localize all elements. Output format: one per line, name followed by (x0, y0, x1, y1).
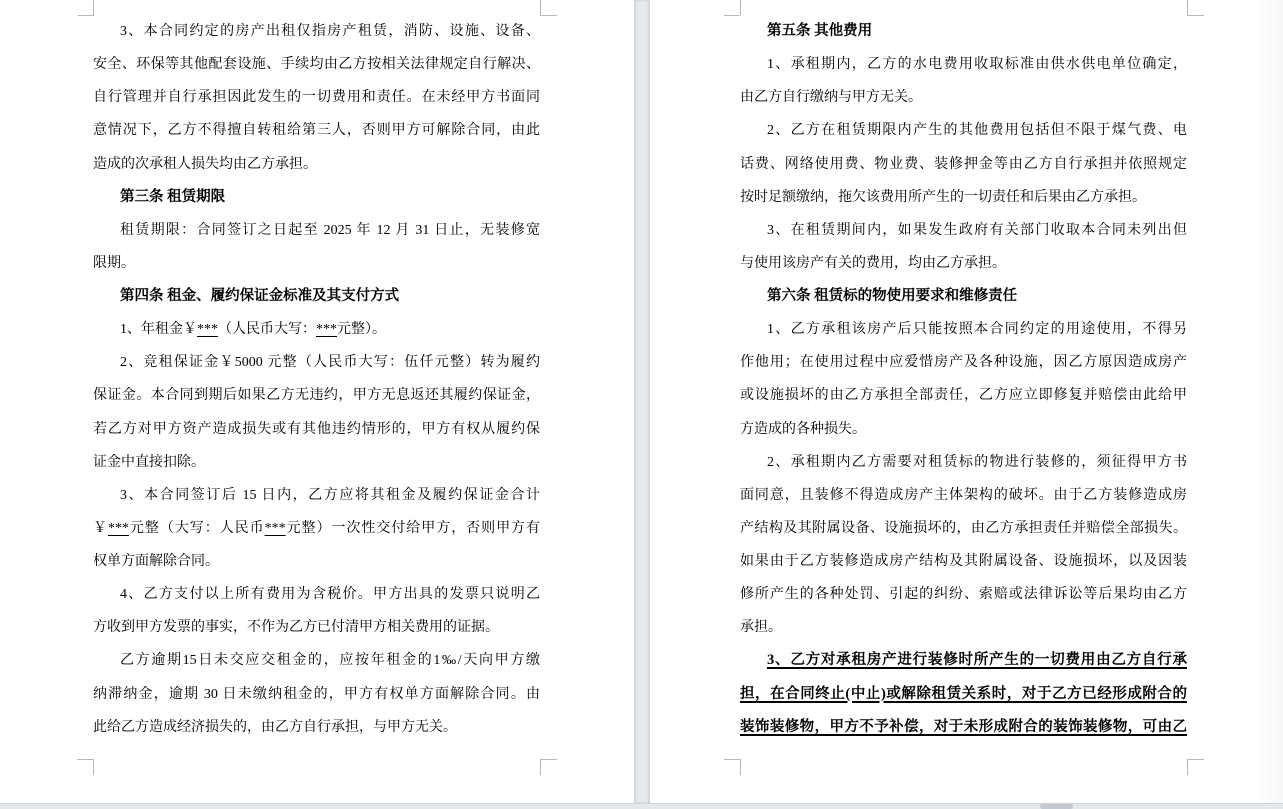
text-run: 方收到甲方发票的事实，不作为乙方已付清甲方相关费用的证据。 (93, 620, 499, 636)
text-run: 产结构及其附属设备、设施损坏的，由乙方承担责任并赔偿全部损失。 (740, 520, 1187, 536)
crop-mark-bottom-right-v (1187, 759, 1188, 775)
text-run: 话费、网络使用费、物业费、装修押金等由乙方自行承担并依照规定 (740, 156, 1187, 172)
text-run: 3、本合同约定的房产出租仅指房产租赁，消防、设施、设备、 (120, 24, 540, 39)
text-run: 第六条 租赁标的物使用要求和维修责任 (767, 288, 1018, 304)
text-line[interactable] (93, 346, 540, 379)
text-run: 由乙方自行缴纳与甲方无关。 (740, 90, 922, 106)
underlined-text: *** (316, 322, 337, 338)
text-line[interactable] (93, 578, 540, 611)
text-run: 修所产生的各种处罚、引起的纠纷、索赔或法律诉讼等后果均由乙方 (740, 587, 1187, 603)
text-line[interactable] (740, 181, 1187, 214)
crop-mark-top-right-v (540, 0, 541, 15)
text-line[interactable] (740, 479, 1187, 512)
text-line[interactable] (93, 247, 540, 280)
crop-mark-bottom-left-v (740, 759, 741, 775)
heading-line[interactable] (93, 280, 540, 313)
text-line[interactable] (93, 379, 540, 412)
text-run: 1、乙方承租该房产后只能按照本合同约定的用途使用，不得另 (767, 322, 1187, 338)
text-line[interactable] (740, 678, 1187, 711)
text-run: 证金中直接扣除。 (93, 454, 205, 470)
text-line[interactable] (740, 313, 1187, 346)
text-line[interactable] (740, 214, 1187, 247)
page-right[interactable] (650, 0, 1283, 803)
text-run: 1、承租期内，乙方的水电费用收取标准由供水供电单位确定， (767, 57, 1187, 73)
text-line[interactable] (740, 578, 1187, 611)
text-line[interactable] (740, 114, 1187, 147)
crop-mark-top-right-v (1187, 0, 1188, 15)
text-line[interactable] (740, 379, 1187, 412)
text-line[interactable] (740, 512, 1187, 545)
text-run: 第五条 其他费用 (767, 23, 873, 39)
text-run: 元整）。 (337, 322, 386, 338)
page-right-text-area[interactable] (740, 15, 1187, 744)
text-line[interactable] (740, 611, 1187, 644)
text-run: 承担。 (740, 620, 782, 636)
text-line[interactable] (93, 678, 540, 711)
text-run: 2、承租期内乙方需要对租赁标的物进行装修的，须征得甲方书 (767, 454, 1187, 470)
page-left[interactable] (0, 0, 634, 803)
page-left-text-area[interactable] (93, 15, 540, 744)
text-run: 租赁期限：合同签订之日起至 2025 年 12 月 31 日止，无装修宽 (120, 222, 540, 238)
text-line[interactable] (93, 214, 540, 247)
text-run: 安全、环保等其他配套设施、手续均由乙方按相关法律规定自行解决、 (93, 57, 540, 73)
text-line[interactable] (93, 413, 540, 446)
crop-mark-bottom-left-h (724, 759, 741, 760)
underlined-text: 担，在合同终止(中止)或解除租赁关系时，对于乙方已经形成附合的 (740, 685, 1187, 702)
text-run: 作他用；在使用过程中应爱惜房产及各种设施，因乙方原因造成房产 (740, 355, 1187, 371)
text-run: 权单方面解除合同。 (93, 554, 219, 569)
heading-line[interactable] (740, 15, 1187, 48)
text-run: 方造成的各种损失。 (740, 421, 866, 437)
text-line[interactable] (740, 48, 1187, 81)
text-run: 与使用该房产有关的费用，均由乙方承担。 (740, 255, 1006, 271)
crop-mark-top-left-v (93, 0, 94, 15)
text-line[interactable] (93, 545, 540, 578)
horizontal-scrollbar-track[interactable] (0, 803, 1283, 809)
text-line[interactable] (93, 711, 540, 744)
text-run: 按时足额缴纳，拖欠该费用所产生的一切责任和后果由乙方承担。 (740, 189, 1146, 205)
crop-mark-bottom-right-h (540, 759, 557, 760)
text-run: 此给乙方造成经济损失的，由乙方自行承担，与甲方无关。 (93, 719, 457, 735)
text-line[interactable] (93, 313, 540, 346)
heading-line[interactable] (93, 181, 540, 214)
text-run: 4、乙方支付以上所有费用为含税价。甲方出具的发票只说明乙 (120, 587, 540, 603)
text-run: 第三条 租赁期限 (120, 188, 226, 205)
text-run: 纳滞纳金，逾期 30 日未缴纳租金的，甲方有权单方面解除合同。由 (93, 686, 540, 702)
text-run: ￥ (93, 520, 108, 536)
text-line[interactable] (93, 644, 540, 677)
text-line[interactable] (93, 48, 540, 81)
text-run: 乙方逾期15日未交应交租金的，应按年租金的1‰/天向甲方缴 (120, 653, 540, 669)
text-run: 2、竞租保证金￥5000 元整（人民币大写：伍仟元整）转为履约 (120, 355, 540, 371)
text-line[interactable] (740, 545, 1187, 578)
crop-mark-top-right-h (1187, 15, 1204, 16)
page-gap (634, 0, 650, 803)
text-run: 限期。 (93, 255, 135, 271)
horizontal-scrollbar-thumb[interactable] (1040, 804, 1073, 809)
text-line[interactable] (93, 81, 540, 114)
text-line[interactable] (740, 644, 1187, 677)
text-run: 造成的次承租人损失均由乙方承担。 (93, 156, 317, 172)
underlined-text: *** (197, 322, 218, 338)
text-line[interactable] (740, 346, 1187, 379)
crop-mark-bottom-left-v (93, 759, 94, 775)
underlined-text: *** (107, 520, 129, 536)
text-line[interactable] (93, 479, 540, 512)
text-run: 2、乙方在租赁期限内产生的其他费用包括但不限于煤气费、电 (767, 123, 1187, 139)
text-run: 3、在租赁期间内，如果发生政府有关部门收取本合同未列出但 (767, 222, 1187, 238)
text-run: 如果由于乙方装修造成房产结构及其附属设备、设施损坏，以及因装 (740, 554, 1187, 569)
text-run: 3、本合同签订后 15 日内，乙方应将其租金及履约保证金合计 (120, 487, 540, 503)
text-run: （人民币大写： (218, 322, 316, 338)
crop-mark-bottom-right-v (540, 759, 541, 775)
crop-mark-bottom-right-h (1187, 759, 1204, 760)
text-line[interactable] (93, 114, 540, 147)
text-line[interactable] (93, 512, 540, 545)
crop-mark-top-left-h (78, 15, 94, 16)
text-run: 元整（大写：人民币 (128, 520, 265, 536)
text-run: 保证金。本合同到期后如果乙方无违约，甲方无息返还其履约保证金， (93, 388, 540, 404)
text-line[interactable] (740, 247, 1187, 280)
text-line[interactable] (740, 81, 1187, 114)
text-run: 1、年租金￥ (120, 322, 197, 338)
text-run: 或设施损坏的由乙方承担全部责任，乙方应立即修复并赔偿由此给甲 (740, 388, 1187, 404)
underlined-text: *** (264, 520, 286, 536)
text-line[interactable] (740, 413, 1187, 446)
text-run: 意情况下，乙方不得擅自转租给第三人，否则甲方可解除合同，由此 (93, 123, 540, 139)
text-line[interactable] (740, 148, 1187, 181)
heading-line[interactable] (740, 280, 1187, 313)
text-run: 面同意，且装修不得造成房产主体架构的破坏。由于乙方装修造成房 (740, 487, 1187, 503)
text-line[interactable] (740, 711, 1187, 744)
crop-mark-top-right-h (540, 15, 557, 16)
text-line[interactable] (93, 148, 540, 181)
text-run: 第四条 租金、履约保证金标准及其支付方式 (120, 288, 400, 304)
text-run: 若乙方对甲方资产造成损失或有其他违约情形的，甲方有权从履约保 (93, 421, 540, 437)
crop-mark-top-left-h (724, 15, 740, 16)
text-line[interactable] (740, 446, 1187, 479)
text-line[interactable] (93, 611, 540, 644)
text-run: 元整）一次性交付给甲方，否则甲方有 (285, 520, 541, 536)
text-line[interactable] (93, 446, 540, 479)
underlined-text: 装饰装修物，甲方不予补偿，对于未形成附合的装饰装修物，可由乙 (740, 718, 1187, 735)
text-run: 自行管理并自行承担因此发生的一切费用和责任。在未经甲方书面同 (93, 90, 540, 106)
underlined-text: 3、乙方对承租房产进行装修时所产生的一切费用由乙方自行承 (767, 652, 1187, 669)
crop-mark-top-left-v (740, 0, 741, 15)
text-line[interactable] (93, 15, 540, 48)
crop-mark-bottom-left-h (77, 759, 94, 760)
